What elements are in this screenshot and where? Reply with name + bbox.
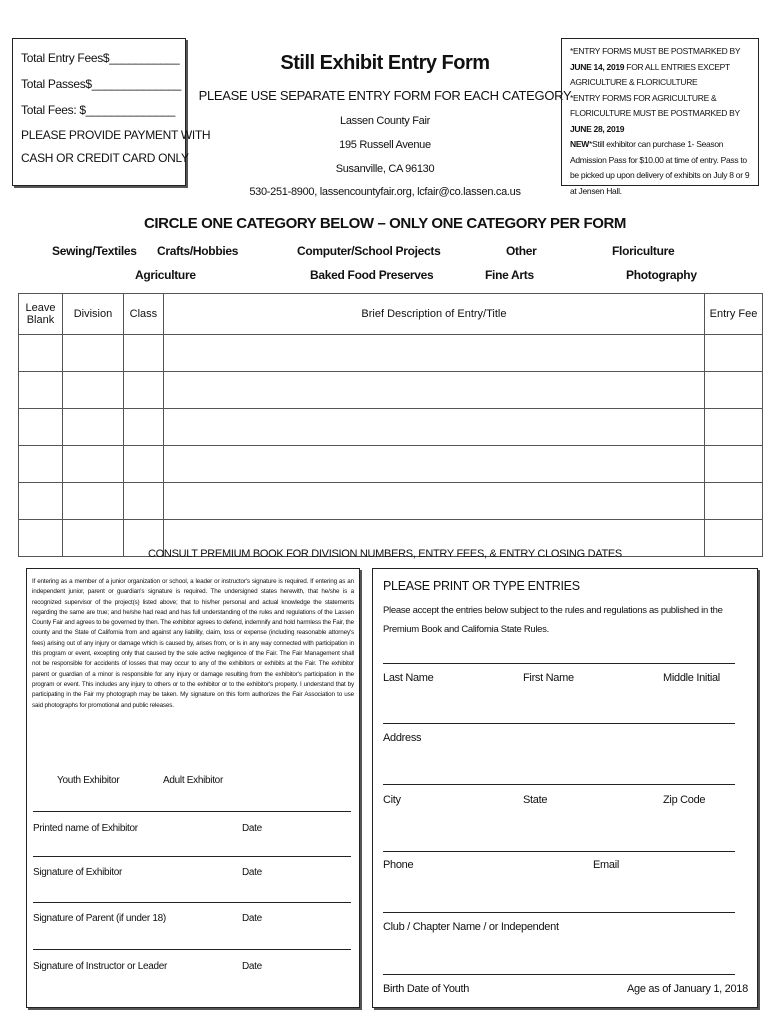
col-leave-blank: Leave Blank xyxy=(19,294,63,335)
signature-exhibitor-line[interactable] xyxy=(33,856,351,857)
entries-intro: Please accept the entries below subject to the rules and regulations as published in the Premium Book and California State Rules. xyxy=(383,605,723,635)
printed-name-date-label: Date xyxy=(242,823,262,834)
signature-parent-label: Signature of Parent (if under 18) xyxy=(33,913,166,924)
cell[interactable] xyxy=(123,335,163,372)
phone-line[interactable] xyxy=(383,851,735,852)
club-label: Club / Chapter Name / or Independent xyxy=(383,921,559,933)
cell[interactable] xyxy=(62,483,123,520)
cell[interactable] xyxy=(62,409,123,446)
category-fine-arts[interactable]: Fine Arts xyxy=(485,268,534,282)
payment-note-line-1: PLEASE PROVIDE PAYMENT WITH xyxy=(21,128,211,142)
total-fees-field[interactable]: Total Fees: $______________ xyxy=(21,103,176,117)
cell[interactable] xyxy=(705,372,763,409)
notice-new-tag: NEW xyxy=(570,139,589,149)
cell[interactable] xyxy=(19,409,63,446)
table-row xyxy=(19,409,763,446)
city-label: City xyxy=(383,794,401,806)
fee-summary-box xyxy=(12,38,211,186)
cell[interactable] xyxy=(62,372,123,409)
cell[interactable] xyxy=(163,409,704,446)
table-row xyxy=(19,483,763,520)
table-row xyxy=(19,372,763,409)
notice-deadline-2: JUNE 28, 2019 xyxy=(570,123,625,134)
zip-code-label: Zip Code xyxy=(663,794,706,806)
cell[interactable] xyxy=(163,372,704,409)
printed-name-label: Printed name of Exhibitor xyxy=(33,823,138,834)
print-entries-heading: PLEASE PRINT OR TYPE ENTRIES xyxy=(383,579,580,593)
col-class: Class xyxy=(123,294,163,335)
signature-parent-line[interactable] xyxy=(33,902,351,903)
cell[interactable] xyxy=(19,483,63,520)
cell[interactable] xyxy=(123,446,163,483)
cell[interactable] xyxy=(163,335,704,372)
payment-note-line-2: CASH OR CREDIT CARD ONLY xyxy=(21,151,189,165)
cell[interactable] xyxy=(705,483,763,520)
address-label: Address xyxy=(383,732,422,744)
notice-line-1a: *ENTRY FORMS MUST BE POSTMARKED BY xyxy=(570,46,741,56)
address-line[interactable] xyxy=(383,723,735,724)
category-agriculture[interactable]: Agriculture xyxy=(135,268,196,282)
cell[interactable] xyxy=(123,409,163,446)
total-entry-fees-field[interactable]: Total Entry Fees$___________ xyxy=(21,51,180,65)
category-heading: CIRCLE ONE CATEGORY BELOW – ONLY ONE CATEGORY PER FORM xyxy=(143,215,627,232)
state-label: State xyxy=(523,794,548,806)
cell[interactable] xyxy=(163,446,704,483)
cell[interactable] xyxy=(19,372,63,409)
notice-deadline-1: JUNE 14, 2019 xyxy=(570,61,625,72)
consult-premium-note: CONSULT PREMIUM BOOK FOR DIVISION NUMBERS, ENTRY FEES, & ENTRY CLOSING DATES xyxy=(148,548,622,560)
form-title: Still Exhibit Entry Form xyxy=(280,52,490,74)
email-label: Email xyxy=(593,859,620,871)
signature-instructor-label: Signature of Instructor or Leader xyxy=(33,961,168,972)
category-photography[interactable]: Photography xyxy=(626,268,697,282)
waiver-box xyxy=(26,568,360,1008)
category-other[interactable]: Other xyxy=(506,244,537,258)
org-city: Susanville, CA 96130 xyxy=(335,163,435,175)
col-description: Brief Description of Entry/Title xyxy=(163,294,704,335)
first-name-label: First Name xyxy=(523,672,574,684)
signature-exhibitor-label: Signature of Exhibitor xyxy=(33,867,123,878)
last-name-label: Last Name xyxy=(383,672,434,684)
cell[interactable] xyxy=(19,335,63,372)
category-sewing-textiles[interactable]: Sewing/Textiles xyxy=(52,244,137,258)
cell[interactable] xyxy=(62,446,123,483)
org-street: 195 Russell Avenue xyxy=(339,139,431,151)
cell[interactable] xyxy=(705,335,763,372)
notice-line-2a: *ENTRY FORMS FOR AGRICULTURE & FLORICULTURE MUST BE POSTMARKED BY xyxy=(570,92,740,118)
col-division: Division xyxy=(62,294,123,335)
form-subtitle: PLEASE USE SEPARATE ENTRY FORM FOR EACH CATEGORY xyxy=(198,88,572,103)
city-line[interactable] xyxy=(383,784,735,785)
category-crafts-hobbies[interactable]: Crafts/Hobbies xyxy=(157,244,239,258)
signature-parent-date-label: Date xyxy=(242,913,262,924)
org-contact: 530-251-8900, lassencountyfair.org, lcfair@co.lassen.ca.us xyxy=(249,186,521,198)
signature-instructor-line[interactable] xyxy=(33,949,351,950)
category-floriculture[interactable]: Floriculture xyxy=(612,244,675,258)
printed-name-line[interactable] xyxy=(33,811,351,812)
entries-table xyxy=(18,293,763,557)
cell[interactable] xyxy=(163,483,704,520)
cell[interactable] xyxy=(123,483,163,520)
cell[interactable] xyxy=(19,446,63,483)
table-row xyxy=(19,446,763,483)
adult-exhibitor-option[interactable]: Adult Exhibitor xyxy=(163,775,223,786)
birth-date-label: Birth Date of Youth xyxy=(383,983,470,995)
col-entry-fee: Entry Fee xyxy=(705,294,763,335)
category-computer-school-projects[interactable]: Computer/School Projects xyxy=(297,244,441,258)
club-line[interactable] xyxy=(383,912,735,913)
cell[interactable] xyxy=(705,409,763,446)
category-baked-food-preserves[interactable]: Baked Food Preserves xyxy=(310,268,434,282)
signature-exhibitor-date-label: Date xyxy=(242,867,262,878)
total-passes-field[interactable]: Total Passes$______________ xyxy=(21,77,182,91)
youth-exhibitor-option[interactable]: Youth Exhibitor xyxy=(57,775,120,786)
table-header-row xyxy=(19,294,763,335)
signature-instructor-date-label: Date xyxy=(242,961,262,972)
table-row xyxy=(19,335,763,372)
waiver-text: If entering as a member of a junior organization or school, a leader or instructor's signature is required. If entering as an independent junior, parent or guardian's signature is required. The undersigned states herewith, that he/she is a recognized supervisor of the project(s) listed above; that to his/her personal and actual knowledge the statements regarding the same are true; and he/she had read and has full understanding of the rules and regulations of the Lassen County Fair and agrees to be governed by then. The exhibitor agrees to defend, indemnify and hold harmless the Fair, the county and the State of California from and against any liability, claim, loss or expense (including reasonable attorney's fees) arising out of any injury or damage which is caused by, arises from, or is in any way connected with participation in this program or event, excepting only that caused by the sole active negligence of the Fair. The Fair Management shall not be responsible for accidents of losses that may occur to any of the exhibitors or exhibits at the Fair. The exhibitor parent or guardian of a minor is responsible for any injury or damage resulting from the exhibitor's participation in the program or event. This includes any injury to others or to the exhibitor or to the exhibitor's property. I understand that by participating in the Fair my photograph may be taken. My signature on this form authorizes the Fair Association to use said photographs for promotional and public releases. xyxy=(32,578,354,709)
cell[interactable] xyxy=(705,446,763,483)
middle-initial-label: Middle Initial xyxy=(663,672,720,684)
age-as-of-label: Age as of January 1, 2018 xyxy=(627,983,748,995)
notice-line-1c: FOR ALL ENTRIES EXCEPT AGRICULTURE & FLORICULTURE xyxy=(570,61,730,87)
deadline-notice-box xyxy=(561,38,759,196)
org-name: Lassen County Fair xyxy=(340,115,430,127)
contact-info-box xyxy=(372,568,758,1008)
name-line[interactable] xyxy=(383,663,735,664)
cell[interactable] xyxy=(62,335,123,372)
birth-date-line[interactable] xyxy=(383,974,735,975)
notice-season-pass: *Still exhibitor can purchase 1- Season Admission Pass for $10.00 at time of entry. Pass to be picked up upon delivery of exhibits on July 8 or 9 at Jensen Hall. xyxy=(570,139,750,196)
phone-label: Phone xyxy=(383,859,414,871)
cell[interactable] xyxy=(123,372,163,409)
